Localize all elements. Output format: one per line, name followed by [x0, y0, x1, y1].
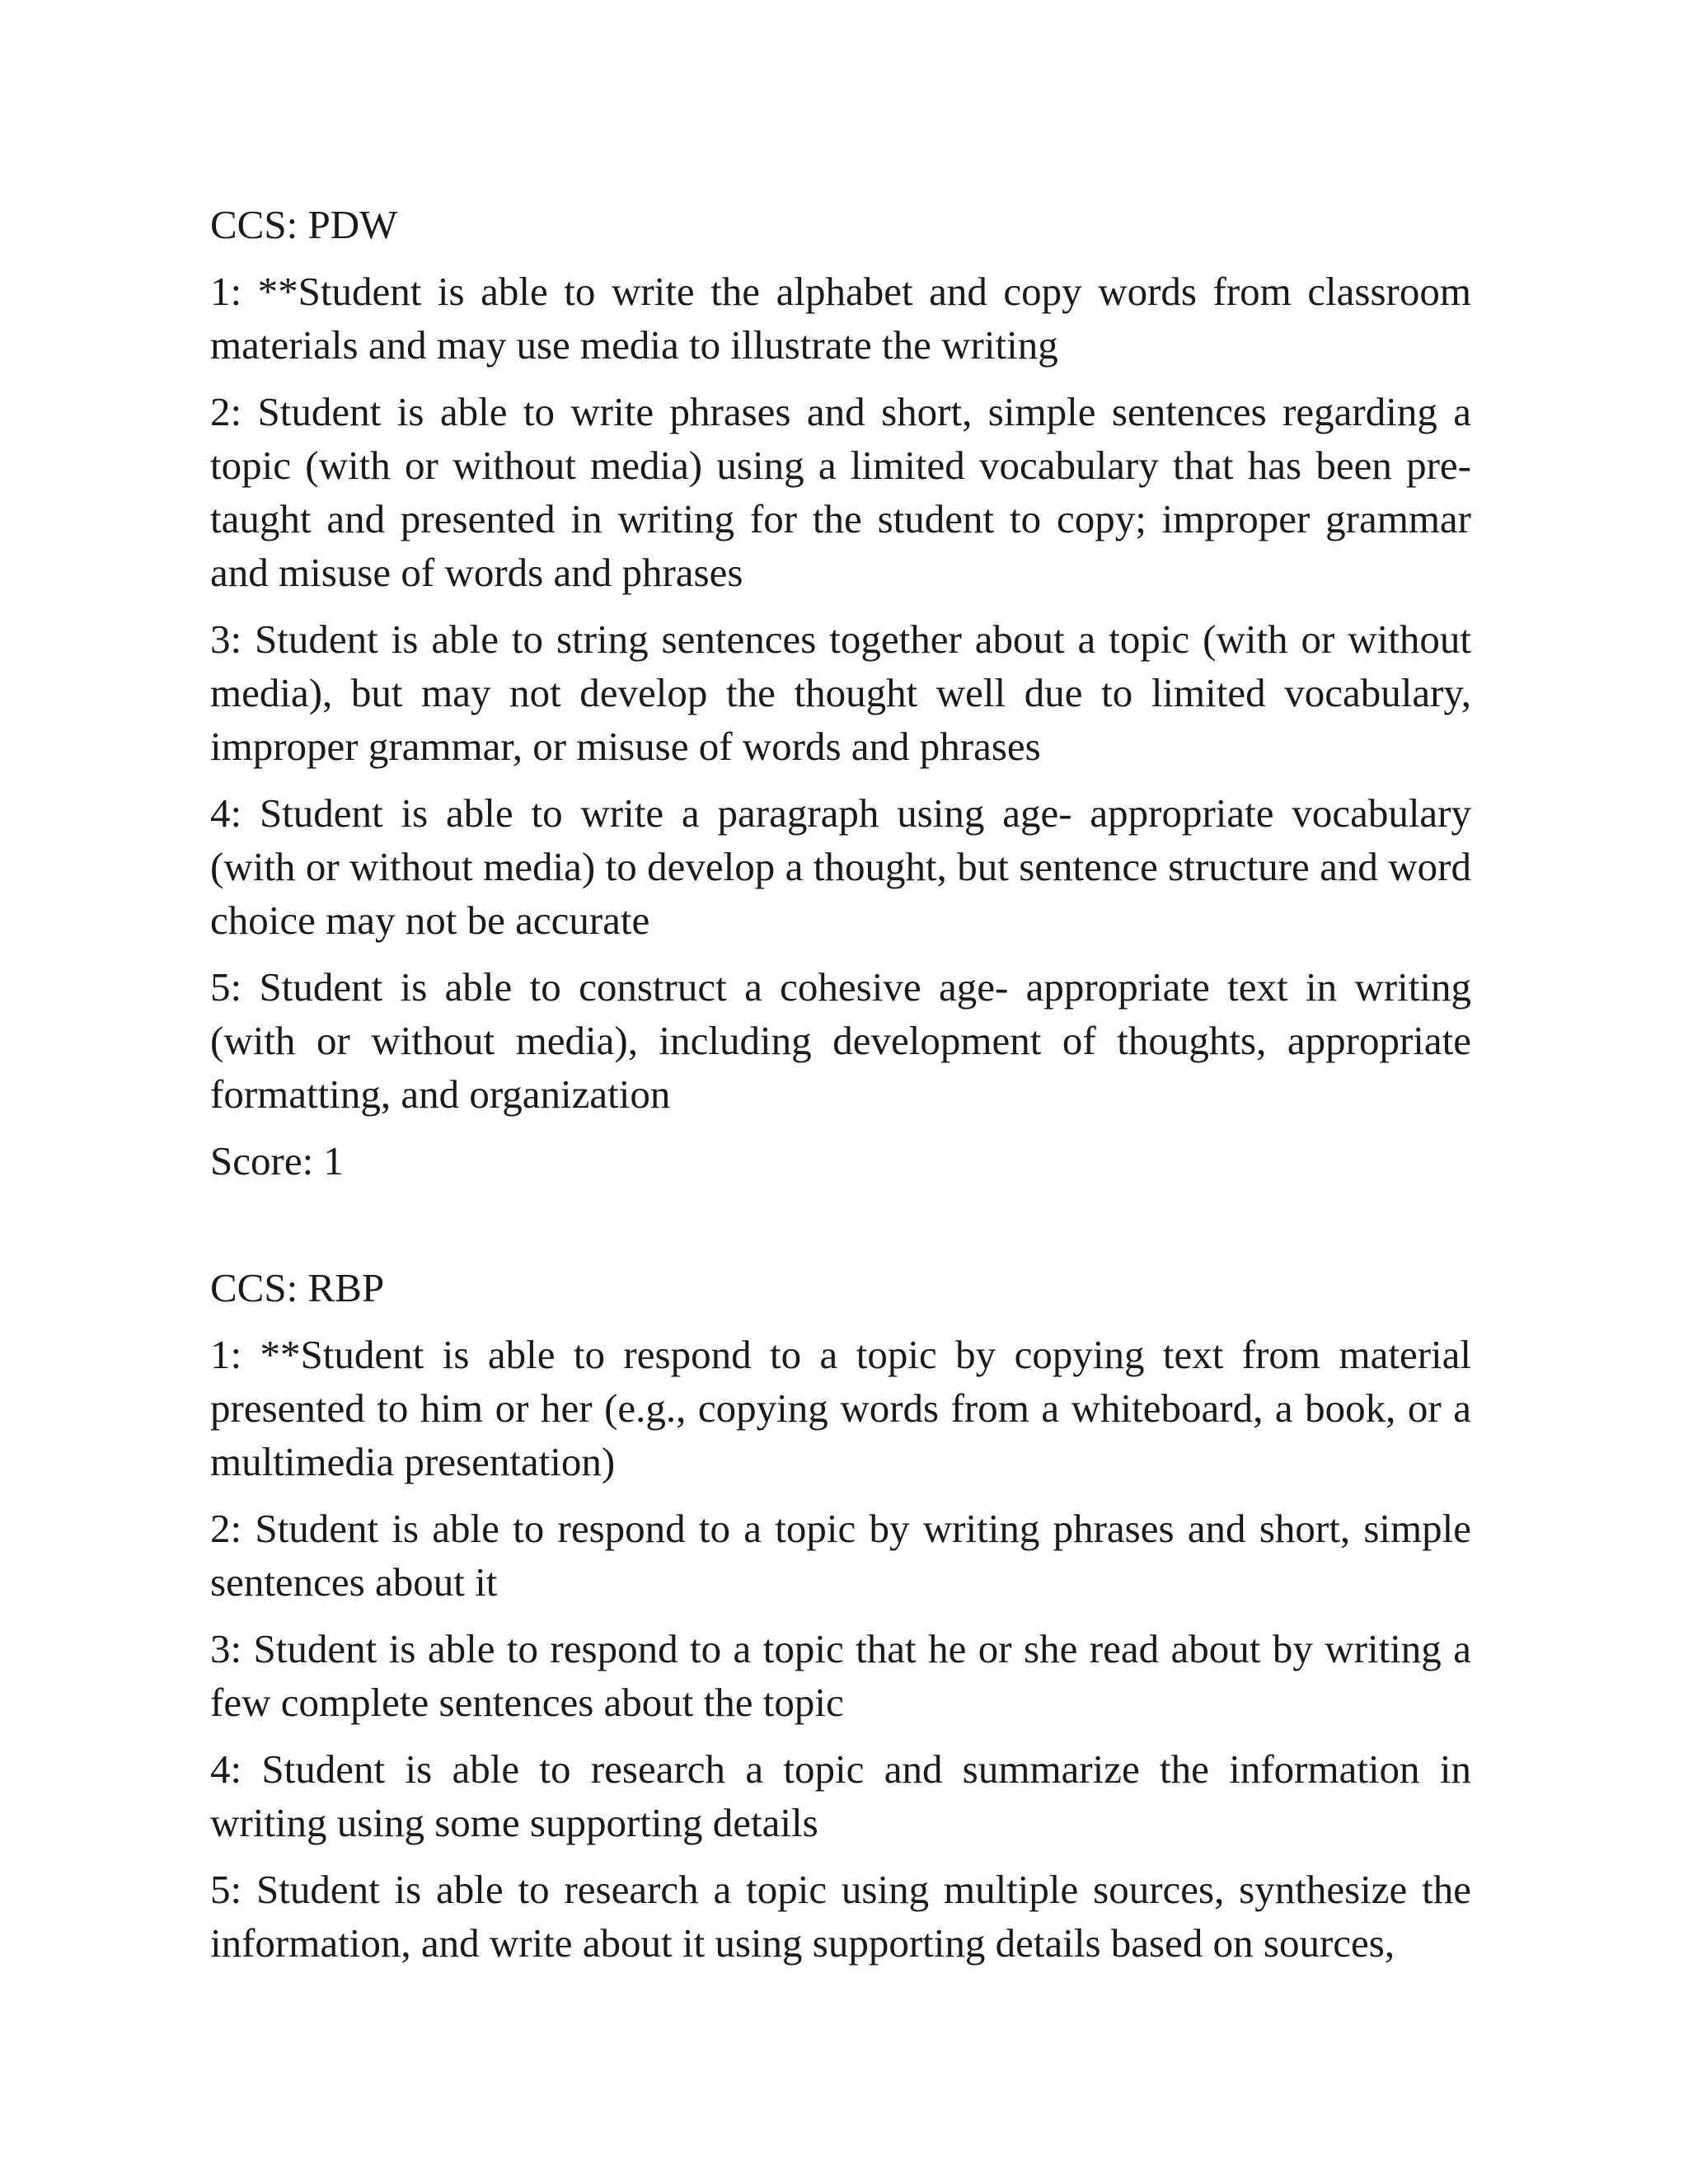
rubric-level-3: 3: Student is able to string sentences together about a topic (with or without media), but may not develop the thought well due to limited vocabulary, improper grammar, or misuse of words and phrases — [210, 616, 1471, 769]
rubric-level-4: 4: Student is able to research a topic and summarize the information in writing using some supporting details — [210, 1746, 1471, 1845]
document-page — [210, 198, 1471, 1983]
score-text: Score: 1 — [210, 1138, 344, 1183]
rubric-level-4: 4: Student is able to write a paragraph using age- appropriate vocabulary (with or without media) to develop a thought, but sentence structure and word choice may not be accurate — [210, 790, 1471, 943]
rubric-level-2: 2: Student is able to write phrases and short, simple sentences regarding a topic (with or without media) using a limited vocabulary that has been pre-taught and presented in writing for the student to copy; improper grammar and misuse of words and phrases — [210, 389, 1471, 595]
section-heading: CCS: PDW — [210, 202, 398, 247]
section-heading: CCS: RBP — [210, 1265, 385, 1310]
section-pdw — [210, 198, 1471, 1188]
rubric-level-5: 5: Student is able to construct a cohesive age- appropriate text in writing (with or without media), including development of thoughts, appropriate formatting, and organization — [210, 964, 1471, 1117]
rubric-level-1: 1: **Student is able to write the alphabet and copy words from classroom materials and may use media to illustrate the writing — [210, 269, 1471, 368]
rubric-level-5: 5: Student is able to research a topic using multiple sources, synthesize the information, and write about it using supporting details based on sources, — [210, 1867, 1471, 1966]
section-rbp — [210, 1261, 1471, 1970]
rubric-level-1: 1: **Student is able to respond to a topic by copying text from material presented to him or her (e.g., copying words from a whiteboard, a book, or a multimedia presentation) — [210, 1332, 1471, 1484]
rubric-level-2: 2: Student is able to respond to a topic by writing phrases and short, simple sentences about it — [210, 1506, 1471, 1605]
rubric-level-3: 3: Student is able to respond to a topic that he or she read about by writing a few complete sentences about the topic — [210, 1626, 1471, 1725]
